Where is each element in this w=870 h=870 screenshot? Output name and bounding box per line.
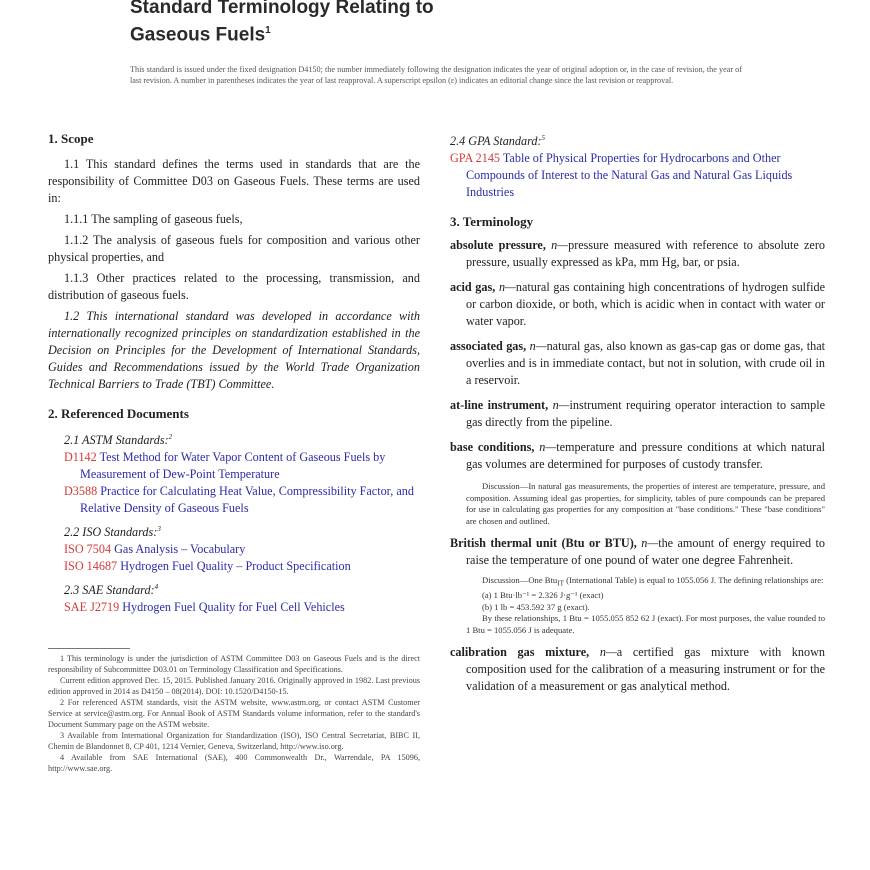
designation-note: This standard is issued under the fixed designation D4150; the number immediately following the designation indicates the year of original adoption or, in the case of revision, the year of last revision. A number in parentheses indicates the year of last reapproval. A superscript epsilon (ε) indicates an editorial change since the last revision or reapproval. <box>130 65 742 85</box>
reference-gpa-1[interactable]: GPA 2145 Table of Physical Properties for Hydrocarbons and Other Compounds of Interest to the Natural Gas and Natural Gas Liquids Industries <box>450 151 793 200</box>
discussion-btu-b: (b) 1 lb = 453.592 37 g (exact). <box>482 601 590 612</box>
title-footnote-mark: 1 <box>265 25 271 36</box>
gpa-standard-label: 2.4 GPA Standard:$^5$ <box>450 134 546 149</box>
definition-base-conditions: base conditions, n—temperature and pressure conditions at which natural gas volumes are determined for purposes of custody transfer. <box>450 440 825 472</box>
reference-link[interactable]: Hydrogen Fuel Quality – Product Specification <box>120 559 351 574</box>
footnote-4: 4 Available from SAE International (SAE), 400 Commonwealth Dr., Warrendale, PA 15096, http://www.sae.org. <box>48 753 420 774</box>
discussion-base-conditions: Discussion—In natural gas measurements, the properties of interest are temperature, pressure, and composition. Assuming ideal gas properties, for simplicity, tables of pure compounds can be prepared for use in calculating gas properties for any composition at "base conditions." These "base conditions" are chosen and outlined. <box>466 481 825 526</box>
definition-british-thermal-unit: British thermal unit (Btu or BTU), n—the amount of energy required to raise the temperature of one pound of water one degree Fahrenheit. <box>450 536 825 568</box>
footnote-1: 1 This terminology is under the jurisdiction of ASTM Committee D03 on Gaseous Fuels and is the direct responsibility of Subcommittee D03.01 on Terminology Classification and Specifications. <box>48 654 420 675</box>
paragraph-1-1: 1.1 This standard defines the terms used in standards that are the responsibility of Committee D03 on Gaseous Fuels. These terms are used in: <box>48 157 420 205</box>
discussion-btu-note: By these relationships, 1 Btu = 1055.055 852 62 J (exact). For most purposes, the value rounded to 1 Btu = 1055.056 J is adequate. <box>466 613 825 635</box>
document-title <box>130 0 434 46</box>
footnote-3: 3 Available from International Organization for Standardization (ISO), ISO Central Secretariat, BIBC II, Chemin de Blandonnet 8, CP 401, 1214 Vernier, Geneva, Switzerland, http://www.iso.org. <box>48 731 420 752</box>
definition-calibration-gas-mixture: calibration gas mixture, n—a certified gas mixture with known composition used for the calibration of a measuring instrument or for the validation of a measurement or gas analytical method. <box>450 645 825 694</box>
section-heading-terminology: 3. Terminology <box>450 214 534 230</box>
definition-at-line-instrument: at-line instrument, n—instrument requiring operator interaction to sample gas directly from the pipeline. <box>450 398 826 430</box>
paragraph-1-1-1: 1.1.1 The sampling of gaseous fuels, <box>64 212 243 226</box>
right-column <box>450 130 825 695</box>
reference-link[interactable]: Table of Physical Properties for Hydrocarbons and Other Compounds of Interest to the Natural Gas and Natural Gas Liquids Industries <box>466 151 793 200</box>
sae-standard-label: 2.3 SAE Standard:$^4$ <box>64 583 159 598</box>
reference-link[interactable]: Gas Analysis – Vocabulary <box>114 542 246 557</box>
discussion-btu: Discussion—One Btu$_{IT}$ (International Table) is equal to 1055.056 J. The defining relationships are: <box>482 575 824 588</box>
reference-link[interactable]: Practice for Calculating Heat Value, Compressibility Factor, and Relative Density of Gaseous Fuels <box>80 484 414 516</box>
paragraph-1-1-3: 1.1.3 Other practices related to the processing, transmission, and distribution of gaseous fuels. <box>48 271 420 302</box>
section-heading-referenced-documents: 2. Referenced Documents <box>48 406 189 421</box>
title-line-2: Gaseous Fuels$^1$ <box>130 24 271 46</box>
reference-iso-1[interactable]: ISO 7504 Gas Analysis – Vocabulary <box>64 542 246 557</box>
definition-acid-gas: acid gas, n—natural gas containing high concentrations of hydrogen sulfide or carbon dioxide, or both, which is acidic when in contact with water or water vapor. <box>450 280 826 329</box>
astm-standards-label: 2.1 ASTM Standards:$^2$ <box>64 433 173 448</box>
section-heading-scope: 1. Scope <box>48 131 94 146</box>
reference-link[interactable]: Hydrogen Fuel Quality for Fuel Cell Vehicles <box>122 600 345 615</box>
footnote-1-edition: Current edition approved Dec. 15, 2015. Published January 2016. Originally approved in 1982. Last previous edition approved in 2014 as D4150 – 08(2014). DOI: 10.1520/D4150-15. <box>48 676 420 697</box>
paragraph-1-2: 1.2 This international standard was developed in accordance with internationally recognized principles on standardization established in the Decision on Principles for the Development of International Standards, Guides and Recommendations issued by the World Trade Organization Technical Barriers to Trade (TBT) Committee. <box>48 309 420 391</box>
iso-standards-label: 2.2 ISO Standards:$^3$ <box>64 525 161 540</box>
definition-absolute-pressure: absolute pressure, n—pressure measured with reference to absolute zero pressure, usually expressed as kPa, mm Hg, bar, or psia. <box>450 238 825 270</box>
reference-astm-2[interactable]: D3588 Practice for Calculating Heat Value, Compressibility Factor, and Relative Density of Gaseous Fuels <box>64 484 414 516</box>
reference-astm-1[interactable]: D1142 Test Method for Water Vapor Content of Gaseous Fuels by Measurement of Dew-Point Temperature <box>64 450 386 482</box>
paragraph-1-1-2: 1.1.2 The analysis of gaseous fuels for composition and various other physical properties, and <box>48 233 420 264</box>
reference-sae-1[interactable]: SAE J2719 Hydrogen Fuel Quality for Fuel Cell Vehicles <box>64 600 345 615</box>
reference-iso-2[interactable]: ISO 14687 Hydrogen Fuel Quality – Product Specification <box>64 559 351 574</box>
left-column <box>48 130 420 774</box>
reference-link[interactable]: Test Method for Water Vapor Content of Gaseous Fuels by Measurement of Dew-Point Temperature <box>80 450 386 482</box>
discussion-btu-a: (a) 1 Btu·lb⁻¹ = 2.326 J·g⁻¹ (exact) <box>482 590 604 601</box>
footnote-2: 2 For referenced ASTM standards, visit the ASTM website, www.astm.org, or contact ASTM Customer Service at service@astm.org. For Annual Book of ASTM Standards volume information, refer to the standard's Document Summary page on the ASTM website. <box>48 698 420 730</box>
definition-associated-gas: associated gas, n—natural gas, also known as gas-cap gas or dome gas, that overlies and is in immediate contact, but not in solution, with crude oil in a reservoir. <box>450 339 826 388</box>
title-line-1: Standard Terminology Relating to <box>130 0 434 18</box>
